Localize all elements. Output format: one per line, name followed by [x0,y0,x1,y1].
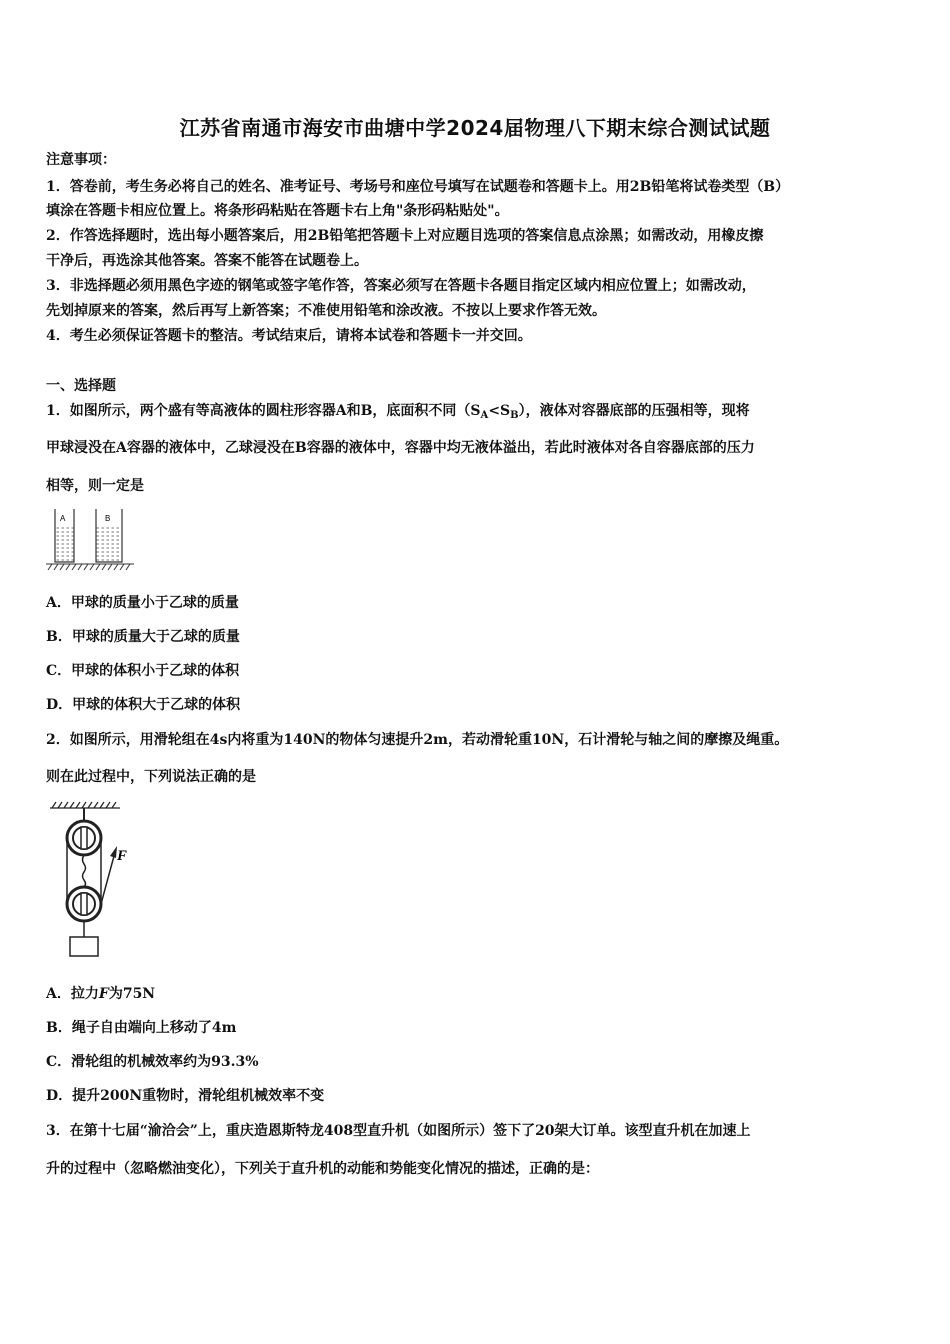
q2-line-2: 则在此过程中，下列说法正确的是 [46,769,256,785]
q1-option-c: C．甲球的体积小于乙球的体积 [46,663,240,679]
q2-option-b: B．绳子自由端向上移动了4m [46,1020,237,1036]
q1-option-b: B．甲球的质量大于乙球的质量 [46,629,240,645]
q1-option-d: D．甲球的体积大于乙球的体积 [46,697,241,713]
ceiling [50,802,120,808]
q2-option-a-suffix: 为75N [108,986,156,1002]
movable-pulley [67,887,101,921]
notice-line: 4．考生必须保证答题卡的整洁。考试结束后，请将本试卷和答题卡一并交回。 [46,328,532,344]
container-label-a: A [60,514,66,523]
notice-heading: 注意事项： [46,152,116,168]
force-label: F [117,848,128,864]
section-heading: 一、选择题 [46,378,116,394]
q1-line-3: 相等，则一定是 [46,478,144,494]
q2-option-a-prefix: A．拉力 [46,986,99,1002]
q3-line-1: 3．在第十七届“渝洽会”上，重庆造恩斯特龙408型直升机（如图所示）签下了20架大订单。该型直升机在加速上 [46,1123,751,1139]
notice-line: 先划掉原来的答案，然后再写上新答案；不准使用铅笔和涂改液。不按以上要求作答无效。 [46,303,606,319]
q2-line-1: 2．如图所示，用滑轮组在4s内将重为140N的物体匀速提升2m，若动滑轮重10N，石计滑轮与轴之间的摩擦及绳重。 [46,732,789,748]
q1-sub-a: A [480,410,489,421]
q1-line-1 [46,401,916,426]
container-label-b: B [105,514,111,523]
exam-title: 江苏省南通市海安市曲塘中学2024届物理八下期末综合测试试题 [179,116,771,140]
q1-text-a: 1．如图所示，两个盛有等高液体的圆柱形容器A和B，底面积不同（S [46,403,481,419]
ground-hatch [46,564,134,570]
q1-line-2: 甲球浸没在A容器的液体中，乙球浸没在B容器的液体中，容器中均无液体溢出，若此时液体对各自容器底部的压力 [46,440,755,456]
q2-option-d: D．提升200N重物时，滑轮组机械效率不变 [46,1088,325,1104]
containers-figure [46,506,138,576]
force-arrow-icon [110,846,117,858]
q2-option-c: C．滑轮组的机械效率约为93.3% [46,1054,259,1070]
q2-option-a-var: F [98,986,109,1002]
q1-sub-b: B [510,410,519,421]
q2-option-a [46,984,916,1004]
notice-line: 1．答卷前，考生务必将自己的姓名、准考证号、考场号和座位号填写在试题卷和答题卡上。用2B铅笔将试卷类型（B） [46,179,790,195]
weight-block [70,937,98,956]
notice-line: 干净后，再选涂其他答案。答案不能答在试题卷上。 [46,253,368,269]
notice-line: 2．作答选择题时，选出每小题答案后，用2B铅笔把答题卡上对应题目选项的答案信息点涂黑；如需改动，用橡皮擦 [46,228,764,244]
pulley-figure [44,798,128,960]
notice-line: 填涂在答题卡相应位置上。将条形码粘贴在答题卡右上角"条形码粘贴处"。 [46,203,509,219]
notice-line: 3．非选择题必须用黑色字迹的钢笔或签字笔作答，答案必须写在答题卡各题目指定区域内相应位置上；如需改动， [46,278,756,294]
q1-option-a: A．甲球的质量小于乙球的质量 [46,595,239,611]
fixed-pulley [67,821,101,855]
q1-text-b: ），液体对容器底部的压强相等，现将 [518,403,750,419]
q1-lt: <S [488,403,511,419]
q3-line-2: 升的过程中（忽略燃油变化），下列关于直升机的动能和势能变化情况的描述，正确的是： [46,1161,599,1177]
